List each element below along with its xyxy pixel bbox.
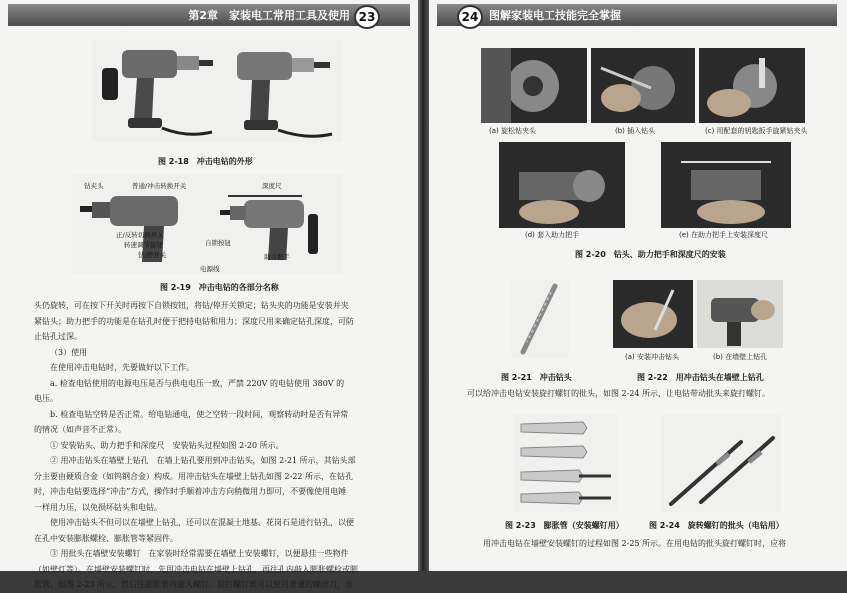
body-line: 胀管，如图 2-23 所示，然后往膨胀管内旋入螺钉。旋打螺钉既可以使用普通的螺丝刀，也 xyxy=(34,580,354,589)
body-line: b. 检查电钻空转是否正常。给电钻通电，使之空转一段时间，观察转动时是否有异常 xyxy=(50,409,349,419)
drill-parts-photo xyxy=(72,174,342,274)
callout-aux-handle: 助力把手 xyxy=(264,253,290,261)
expansion-tubes-illustration xyxy=(513,414,617,512)
callout-lock-button: 自锁按钮 xyxy=(205,239,231,247)
body-line: 使用冲击钻头不但可以在墙壁上钻孔，还可以在混凝土地基、花岗石是进行钻孔，以便 xyxy=(50,518,354,527)
figure-2-24-caption: 图 2-24 旋转螺钉的批头（电钻用） xyxy=(649,521,784,530)
right-page-header xyxy=(437,4,837,26)
callout-rev-switch: 正/反转切换开关 xyxy=(116,231,164,239)
callout-depth-gauge: 深度尺 xyxy=(262,182,282,190)
figure-2-20-caption: 图 2-20 钻头、助力把手和深度尺的安装 xyxy=(575,250,726,259)
chuck-illustration xyxy=(481,48,587,123)
body-line: 头仍旋转，可在按下开关时再按下自锁按钮，将钻/停开关锁定；钻头夹的功能是安装并夹 xyxy=(34,301,349,310)
photo-loosen-chuck xyxy=(481,48,587,123)
callout-mode-switch: 普通/冲击转换开关 xyxy=(132,182,187,190)
impact-drill-photo xyxy=(92,40,342,142)
body-line: 在使用冲击电钻时，先要做好以下工作。 xyxy=(50,363,194,372)
subcaption-a: (a) 旋松钻夹头 xyxy=(489,127,536,135)
screwdriver-bits-illustration xyxy=(661,414,781,512)
subcaption-d: (d) 套入助力把手 xyxy=(525,231,580,239)
install-masonry-bit-illustration xyxy=(613,280,693,348)
body-line: （如壁灯等）。在墙壁安装螺钉时，先用冲击电钻在墙壁上钻孔，再往孔内敲入膨胀螺栓或膨 xyxy=(34,564,358,574)
right-body-text-mid xyxy=(467,386,770,402)
subcaption-22a: (a) 安装冲击钻头 xyxy=(625,353,679,361)
insert-bit-illustration xyxy=(591,48,695,123)
callout-power-cord: 电源线 xyxy=(200,265,220,273)
tighten-chuck-illustration xyxy=(699,48,805,123)
body-line: 一样用力压，以免损坏钻头和电钻。 xyxy=(34,502,162,512)
body-line: a. 检查电钻使用的电源电压是否与供电电压一致，严禁 220V 的电钻使用 380V 的 xyxy=(50,378,345,388)
right-page xyxy=(429,0,847,571)
body-line: ① 安装钻头、助力把手和深度尺 安装钻头过程如图 2-20 所示。 xyxy=(50,440,284,450)
callout-trigger: 钻/停开关 xyxy=(138,251,167,259)
right-body-text-bottom xyxy=(483,536,786,552)
page-number: 24 xyxy=(457,5,483,29)
callout-chuck: 钻夹头 xyxy=(84,182,104,190)
left-page xyxy=(0,0,418,589)
section-heading: （3）使用 xyxy=(50,347,88,357)
body-line: 紧钻头；助力把手的功能是在钻孔时便于把持电钻和用力；深度尺用来确定钻孔深度，可防 xyxy=(34,316,354,326)
subcaption-c: (c) 用配套的钥匙扳手旋紧钻夹头 xyxy=(705,127,808,135)
body-line: 在孔中安装膨胀螺栓、膨胀管等紧固件。 xyxy=(34,533,178,543)
body-line: 的情况（如声音不正常）。 xyxy=(34,425,126,434)
book-title: 图解家装电工技能完全掌握 xyxy=(489,9,621,22)
drill-wall-illustration xyxy=(697,280,783,348)
figure-2-18-caption: 图 2-18 冲击电钻的外形 xyxy=(158,157,253,166)
figure-2-21-caption: 图 2-21 冲击钻头 xyxy=(501,373,572,382)
photo-depth-gauge xyxy=(661,142,791,228)
drill-parts-illustration xyxy=(72,174,342,274)
subcaption-e: (e) 在助力把手上安装深度尺 xyxy=(679,231,768,239)
body-line: 分主要由硬质合金（如钨钢合金）构成。用冲击钻头在墙壁上钻孔如图 2-22 所示，在钻孔 xyxy=(34,471,354,481)
page-number: 23 xyxy=(354,5,380,29)
body-line: 止钻孔过深。 xyxy=(34,332,82,341)
book-gutter xyxy=(418,0,429,571)
fit-handle-illustration xyxy=(499,142,625,228)
body-line: 可以给冲击电钻安装旋打螺钉的批头，如图 2-24 所示，让电钻带动批头来旋打螺钉。 xyxy=(467,389,771,398)
masonry-bit-illustration xyxy=(511,280,569,358)
body-line: 用冲击电钻在墙壁安装螺钉的过程如图 2-25 所示。在用电钻的批头旋打螺钉时，应将 xyxy=(483,539,787,548)
depth-gauge-illustration xyxy=(661,142,791,228)
body-line: ③ 用批头在墙壁安装螺钉 在家装时经常需要在墙壁上安装螺钉，以便悬挂一些物件 xyxy=(50,549,349,558)
photo-drill-wall xyxy=(697,280,783,348)
subcaption-b: (b) 插入钻头 xyxy=(615,127,656,135)
body-line: ② 用冲击钻头在墙壁上钻孔 在墙上钻孔要用到冲击钻头，如图 2-21 所示，其钻头部 xyxy=(50,456,356,465)
chapter-title: 第2章 家装电工常用工具及使用 xyxy=(188,9,350,22)
figure-2-22-caption: 图 2-22 用冲击钻头在墙壁上钻孔 xyxy=(637,373,764,382)
photo-screwdriver-bits xyxy=(661,414,781,512)
body-line: 时，冲击电钻要选择“冲击”方式，操作时手顺着冲击方向稍微用力即可，不要像使用电锤 xyxy=(34,487,347,496)
photo-tighten-chuck xyxy=(699,48,805,123)
callout-speed-dial: 转速调节旋钮 xyxy=(124,241,163,249)
left-body-text xyxy=(34,298,358,593)
figure-2-23-caption: 图 2-23 膨胀管（安装螺钉用） xyxy=(505,521,624,530)
photo-expansion-tubes xyxy=(513,414,617,512)
photo-fit-handle xyxy=(499,142,625,228)
left-page-header xyxy=(8,4,410,26)
photo-insert-bit xyxy=(591,48,695,123)
body-line: 电压。 xyxy=(34,394,58,403)
subcaption-22b: (b) 在墙壁上钻孔 xyxy=(713,353,768,361)
photo-masonry-bit xyxy=(511,280,569,358)
impact-drill-illustration xyxy=(92,40,342,142)
photo-install-masonry-bit xyxy=(613,280,693,348)
figure-2-19-caption: 图 2-19 冲击电钻的各部分名称 xyxy=(160,283,279,292)
